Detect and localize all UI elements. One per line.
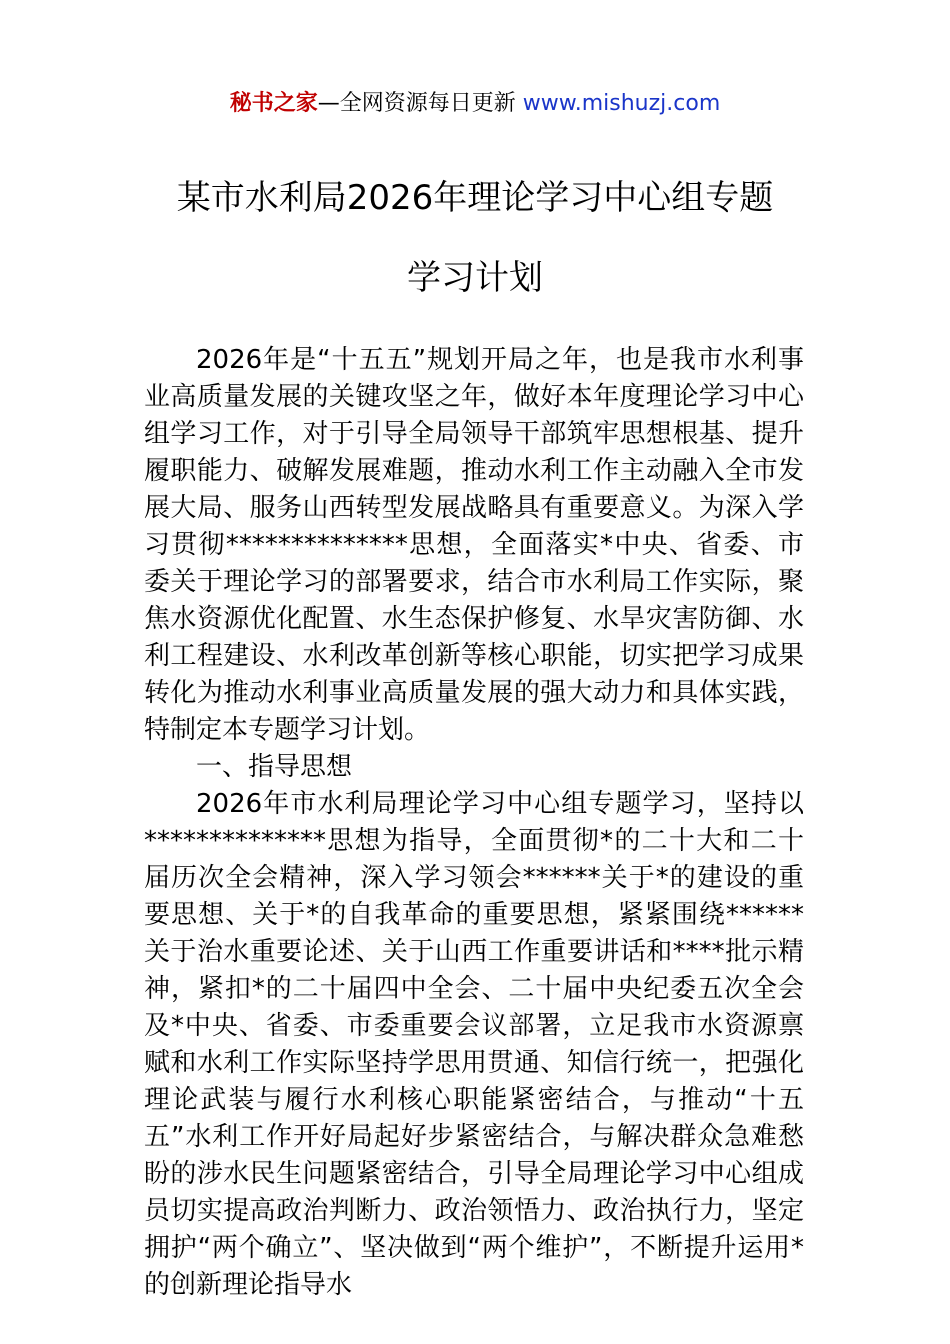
title-line-1: 某市水利局2026年理论学习中心组专题 [176, 178, 774, 218]
document-title [0, 158, 950, 318]
section-heading-guiding-ideology: 一、指导思想 [196, 752, 353, 782]
site-name: 秘书之家 [229, 91, 318, 116]
site-header [0, 88, 950, 120]
guiding-ideology-paragraph: 2026年市水利局理论学习中心组专题学习，坚持以**************思想为指导，全面贯彻*的二十大和二十届历次全会精神，深入学习领会******关于*的建设的重要思想、关于*的自我革命的重要思想，紧紧围绕******关于治水重要论述、关于山西工作重要讲话和****批示精神，紧扣*的二十届四中全会、二十届中央纪委五次全会及*中央、省委、市委重要会议部署，立足我市水资源禀赋和水利工作实际坚持学思用贯通、知信行统一，把强化理论武装与履行水利核心职能紧密结合，与推动“十五五”水利工作开好局起好步紧密结合，与解决群众急难愁盼的涉水民生问题紧密结合，引导全局理论学习中心组成员切实提高政治判断力、政治领悟力、政治执行力，坚定拥护“两个确立”、坚决做到“两个维护”，不断提升运用*的创新理论指导水 [144, 789, 804, 1300]
intro-paragraph: 2026年是“十五五”规划开局之年，也是我市水利事业高质量发展的关键攻坚之年，做好本年度理论学习中心组学习工作，对于引导全局领导干部筑牢思想根基、提升履职能力、破解发展难题，推动水利工作主动融入全市发展大局、服务山西转型发展战略具有重要意义。为深入学习贯彻**************思想，全面落实*中央、省委、市委关于理论学习的部署要求，结合市水利局工作实际，聚焦水资源优化配置、水生态保护修复、水旱灾害防御、水利工程建设、水利改革创新等核心职能，切实把学习成果转化为推动水利事业高质量发展的强大动力和具体实践，特制定本专题学习计划。 [144, 345, 804, 745]
document-body [144, 342, 804, 1304]
site-description: —全网资源每日更新 [317, 91, 516, 116]
site-url-link[interactable]: www.mishuzj.com [522, 91, 721, 116]
title-line-2: 学习计划 [407, 258, 543, 298]
